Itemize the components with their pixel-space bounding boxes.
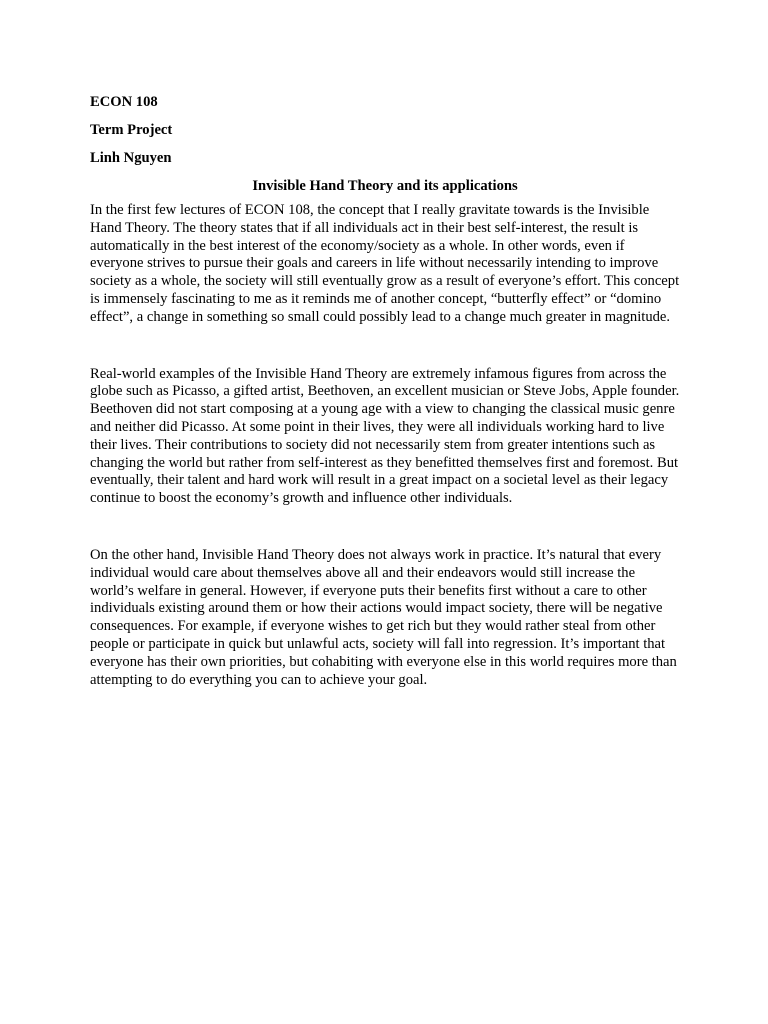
document-title: Invisible Hand Theory and its applications (252, 178, 518, 194)
document-body (90, 91, 680, 689)
paragraph-intro: In the first few lectures of ECON 108, the concept that I really gravitate towards is the Invisible Hand Theory. The theory states that if all individuals act in their best self-interest, the result is automatically in the best interest of the economy/society as a whole. In other words, even if everyone strives to pursue their goals and careers in life without necessarily intending to improve society as a whole, the society will still eventually grow as a result of everyone’s effort. This concept is immensely fascinating to me as it reminds me of another concept, “butterfly effect” or “domino effect”, a change in something so small could possibly lead to a change much greater in magnitude. (90, 202, 680, 325)
course-code: ECON 108 (90, 94, 158, 110)
assignment-name: Term Project (90, 122, 173, 138)
paragraph-limitations: On the other hand, Invisible Hand Theory does not always work in practice. It’s natural that every individual would care about themselves above all and their endeavors would still increase the world’s welfare in general. However, if everyone puts their benefits first without a care to other individuals existing around them or how their actions would impact society, there will be negative consequences. For example, if everyone wishes to get rich but they would rather steal from other people or participate in quick but unlawful acts, society will fall into regression. It’s important that everyone has their own priorities, but cohabiting with everyone else in this world requires more than attempting to do everything you can to achieve your goal. (90, 546, 677, 688)
author-name: Linh Nguyen (90, 150, 172, 166)
paragraph-examples: Real-world examples of the Invisible Hand Theory are extremely infamous figures from across the globe such as Picasso, a gifted artist, Beethoven, an excellent musician or Steve Jobs, Apple founder. Beethoven did not start composing at a young age with a view to changing the classical music genre and neither did Picasso. At some point in their lives, they were all individuals working hard to live their lives. Their contributions to society did not necessarily stem from greater intentions such as changing the world but rather from self-interest as they benefitted themselves first and foremost. But eventually, their talent and hard work will result in a great impact on a societal level as their legacy continue to boost the economy’s growth and influence other individuals. (90, 365, 680, 507)
